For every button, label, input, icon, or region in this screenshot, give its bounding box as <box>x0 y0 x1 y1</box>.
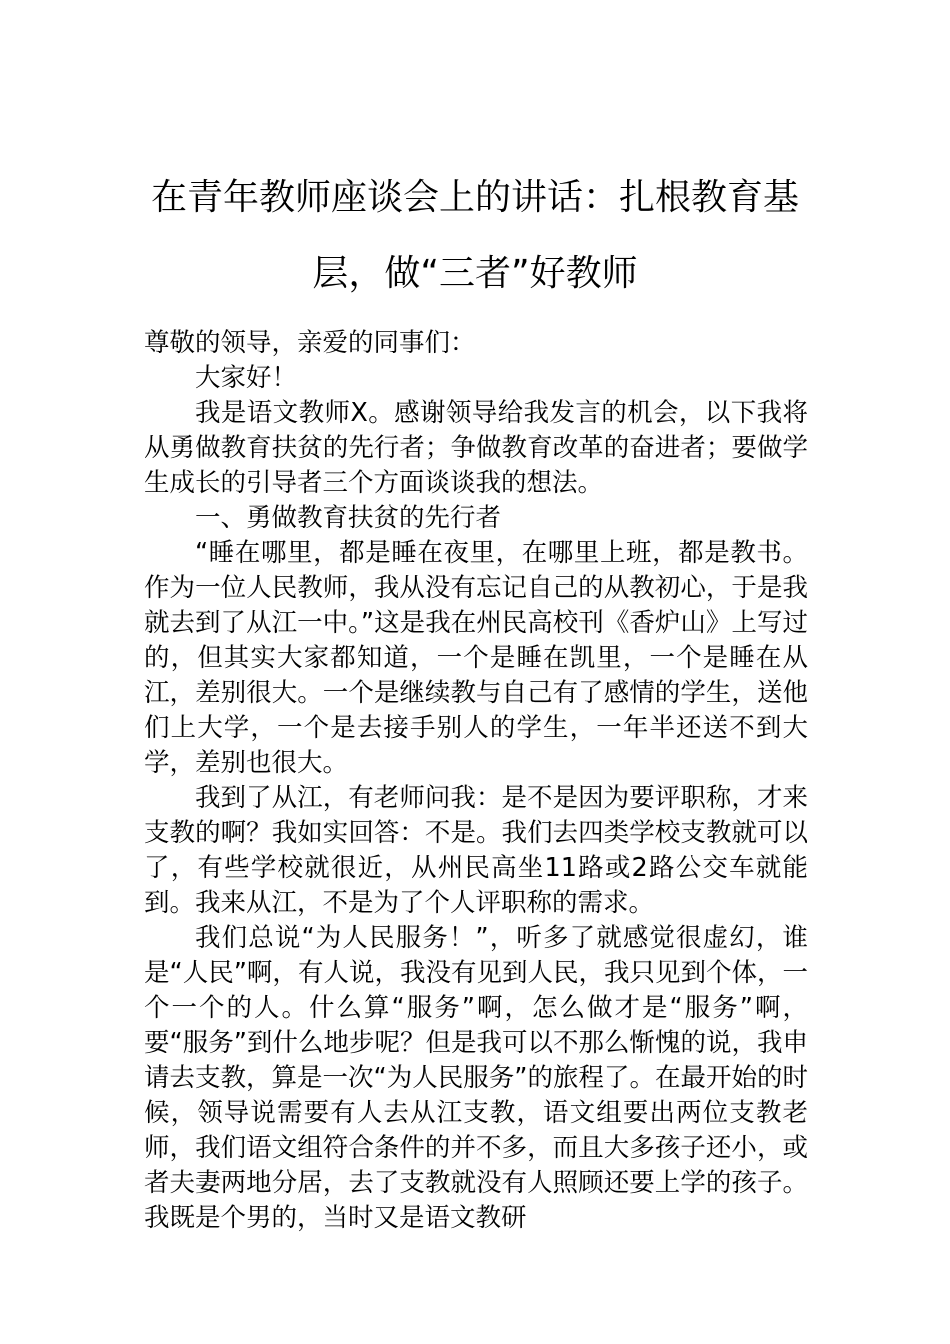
document-title <box>140 160 810 312</box>
paragraph-quote: “睡在哪里，都是睡在夜里，在哪里上班，都是教书。作为一位人民教师，我从没有忘记自己的从教初心，于是我就去到了从江一中。”这是我在州民高校刊《香炉山》上写过的，但其实大家都知道，一个是睡在凯里，一个是睡在从江，差别很大。一个是继续教与自己有了感情的学生，送他们上大学，一个是去接手别人的学生，一年半还送不到大学，差别也很大。 <box>144 538 808 778</box>
title-line-2: 层，做“三者”好教师 <box>312 253 638 294</box>
paragraph-greeting: 大家好！ <box>195 363 298 393</box>
paragraph-serve-people: 我们总说“为人民服务！”，听多了就感觉很虚幻，谁是“人民”啊，有人说，我没有见到人民，我只见到个体，一个一个的人。什么算“服务”啊，怎么做才是“服务”啊，要“服务”到什么地步呢？但是我可以不那么惭愧的说，我申请去支教，算是一次“为人民服务”的旅程了。在最开始的时候，领导说需要有人去从江支教，语文组要出两位支教老师，我们语文组符合条件的并不多，而且大多孩子还小，或者夫妻两地分居，去了支教就没有人照顾还要上学的孩子。我既是个男的，当时又是语文教研 <box>144 923 808 1233</box>
paragraph-congjiang: 我到了从江，有老师问我：是不是因为要评职称，才来支教的啊？我如实回答：不是。我们去四类学校支教就可以了，有些学校就很近，从州民高坐11路或2路公交车就能到。我来从江，不是为了个人评职称的需求。 <box>144 783 808 918</box>
title-line-1: 在青年教师座谈会上的讲话：扎根教育基 <box>150 177 799 218</box>
document-body <box>144 326 808 1236</box>
section-heading-1: 一、勇做教育扶贫的先行者 <box>195 503 502 533</box>
paragraph-intro: 我是语文教师X。感谢领导给我发言的机会，以下我将从勇做教育扶贫的先行者；争做教育改革的奋进者；要做学生成长的引导者三个方面谈谈我的想法。 <box>144 398 808 498</box>
salutation: 尊敬的领导，亲爱的同事们： <box>144 328 476 358</box>
